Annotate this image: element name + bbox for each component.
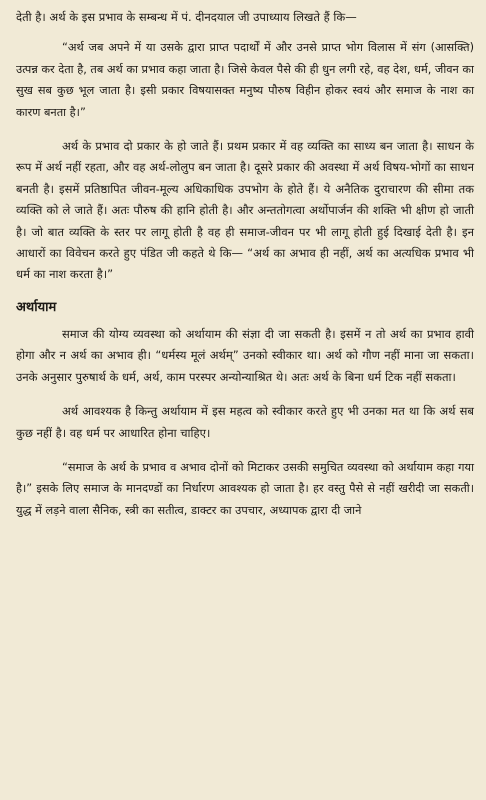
paragraph-artha-prabhav: अर्थ के प्रभाव दो प्रकार के हो जाते हैं। प्रथम प्रकार में वह व्यक्ति का साध्य बन जाता है। साधन के रूप में अर्थ नहीं रहता, और वह अर्थ-लोलुप बन जाता है। दूसरे प्रकार की अवस्था में अर्थ विषय-भोगों का साधन बनती है। इसमें प्रतिष्ठापित जीवन-मूल्य अधिकाधिक उपभोग के होते हैं। ये अनैतिक दुराचारण की सीमा तक व्यक्ति को ले जाते हैं। अतः पौरुष की हानि होती है। और अन्ततोगत्वा अर्थोपार्जन की शक्ति भी क्षीण हो जाती है। जो बात व्यक्ति के स्तर पर लागू होती है वह ही समाज-जीवन पर भी लागू होती हुई दिखाई देती है। इन आधारों का विवेचन करते हुए पंडित जी कहते थे कि— “अर्थ का अभाव ही नहीं, अर्थ का अत्यधिक प्रभाव भी धर्म का नाश करता है।”: [16, 139, 474, 282]
paragraph-intro: देती है। अर्थ के इस प्रभाव के सम्बन्ध में पं. दीनदयाल जी उपाध्याय लिखते हैं कि—: [16, 10, 357, 24]
paragraph-artha-avashyak: अर्थ आवश्यक है किन्तु अर्थायाम में इस महत्व को स्वीकार करते हुए भी उनका मत था कि अर्थ सब कुछ नहीं है। वह धर्म पर आधारित होना चाहिए।: [16, 404, 474, 440]
section-heading-arthayam: अर्थायाम: [16, 299, 57, 315]
paragraph-arthayam-definition: “समाज के अर्थ के प्रभाव व अभाव दोनों को मिटाकर उसकी समुचित व्यवस्था को अर्थायाम कहा गया है।” इसके लिए समाज के मानदण्डों का निर्धारण आवश्यक हो जाता है। हर वस्तु पैसे से नहीं खरीदी जा सकती। युद्ध में लड़ने वाला सैनिक, स्त्री का सतीत्व, डाक्टर का उपचार, अध्यापक द्वारा दी जाने: [16, 460, 474, 517]
quote-upadhyay: “अर्थ जब अपने में या उसके द्वारा प्राप्त पदार्थों में और उनसे प्राप्त भोग विलास में संग (आसक्ति) उत्पन्न कर देता है, तब अर्थ का प्रभाव कहा जाता है। जिसे केवल पैसे की ही धुन लगी रहे, वह देश, धर्म, जीवन का सुख सब कुछ भूल जाता है। इसी प्रकार विषयासक्त मनुष्य पौरुष विहीन होकर स्वयं और समाज के नाश का कारण बनता है।”: [16, 41, 474, 119]
paragraph-samaj-vyavastha: समाज की योग्य व्यवस्था को अर्थायाम की संज्ञा दी जा सकती है। इसमें न तो अर्थ का प्रभाव हावी होगा और न अर्थ का अभाव ही। “धर्मस्य मूलं अर्थम्” उनको स्वीकार था। अर्थ को गौण नहीं माना जा सकता। उनके अनुसार पुरुषार्थ के धर्म, अर्थ, काम परस्पर अन्योन्याश्रित थे। अतः अर्थ के बिना धर्म टिक नहीं सकता।: [16, 326, 474, 384]
